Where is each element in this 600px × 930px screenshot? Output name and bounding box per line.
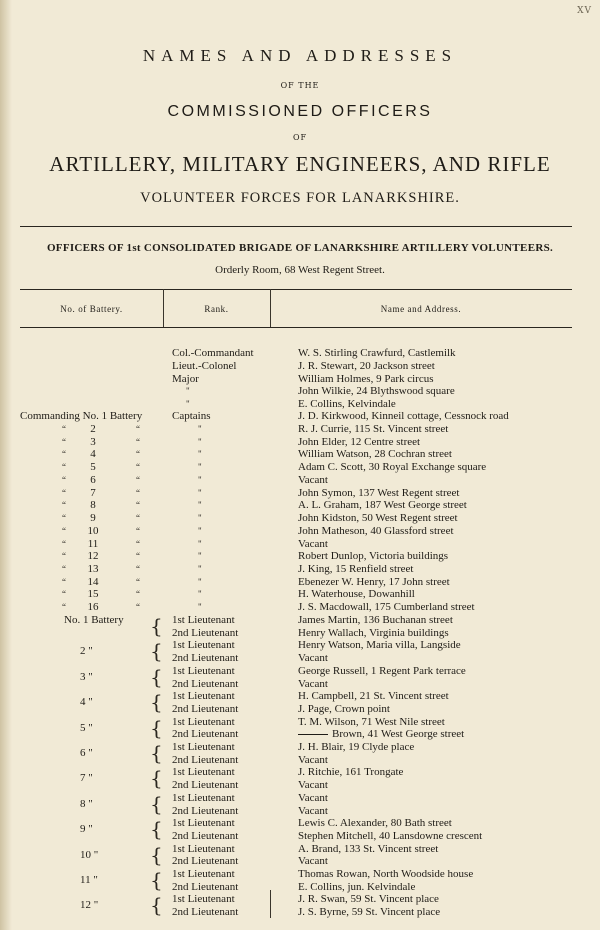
rank-cell: 2nd Lieutenant <box>172 829 239 842</box>
battery-ditto: “ <box>136 602 140 613</box>
battery-label: 12 " <box>80 899 99 912</box>
name-cell: Ebenezer W. Henry, 17 John street <box>298 575 450 588</box>
name-cell: Lewis C. Alexander, 80 Bath street <box>298 817 452 830</box>
name-cell: J. S. Macdowall, 175 Cumberland street <box>298 601 475 614</box>
name-cell: John Symon, 137 West Regent street <box>298 486 460 499</box>
battery-label: 9 " <box>80 823 93 836</box>
battery-number: 5 <box>90 461 96 474</box>
name-cell: H. Campbell, 21 St. Vincent street <box>298 690 449 703</box>
battery-label: 5 " <box>80 721 93 734</box>
brace-glyph: { <box>150 817 163 842</box>
name-text: Vacant <box>298 779 328 792</box>
rank-ditto: " <box>198 424 202 434</box>
name-cell: Vacant <box>298 473 328 486</box>
name-cell: J. H. Blair, 19 Clyde place <box>298 741 415 753</box>
brace-glyph: { <box>150 842 163 867</box>
rank-ditto: " <box>198 487 202 498</box>
name-cell <box>298 805 328 818</box>
captains-label: Commanding No. 1 Battery <box>20 410 143 422</box>
rank-ditto: " <box>198 564 202 575</box>
battery-ditto: “ <box>62 513 66 524</box>
rank-ditto: " <box>198 551 202 562</box>
rank-cell: 2nd Lieutenant <box>172 702 239 715</box>
rank-cell: 2nd Lieutenant <box>172 906 239 919</box>
section-title: OFFICERS OF 1st CONSOLIDATED BRIGADE OF LANARKSHIRE ARTILLERY VOLUNTEERS. <box>46 242 554 254</box>
battery-label: 7 " <box>80 772 93 785</box>
rank-ditto: " <box>198 436 202 447</box>
name-cell: W. S. Stirling Crawfurd, Castlemilk <box>298 347 456 359</box>
brace-glyph: { <box>150 893 163 918</box>
rank-ditto: " <box>198 462 202 473</box>
battery-ditto: “ <box>62 500 66 511</box>
name-cell: J. R. Swan, 59 St. Vincent place <box>298 893 439 906</box>
name-cell: J. D. Kirkwood, Kinneil cottage, Cessnock road <box>298 410 509 422</box>
battery-number: 10 <box>87 524 99 537</box>
battery-number: 6 <box>90 473 96 486</box>
name-cell: Adam C. Scott, 30 Royal Exchange square <box>298 461 487 474</box>
battery-label: 11 " <box>80 874 98 886</box>
rank-ditto: " <box>198 602 202 613</box>
battery-ditto: “ <box>62 449 66 460</box>
battery-ditto: “ <box>136 487 140 498</box>
battery-ditto: “ <box>136 551 140 562</box>
battery-ditto: “ <box>62 424 66 434</box>
column-header-battery: No. of Battery. <box>60 304 123 314</box>
name-cell: R. J. Currie, 115 St. Vincent street <box>298 423 449 435</box>
name-cell <box>298 830 482 843</box>
battery-ditto: “ <box>136 436 140 447</box>
brace-glyph: { <box>150 664 163 689</box>
name-text: J. S. Byrne, 59 St. Vincent place <box>298 906 441 919</box>
rank-cell: Major <box>172 373 199 385</box>
rank-ditto: " <box>186 386 190 396</box>
rank-ditto: " <box>198 474 202 485</box>
rank-cell: 1st Lieutenant <box>172 817 235 830</box>
name-cell: William Watson, 28 Cochran street <box>298 448 452 461</box>
battery-ditto: “ <box>62 436 66 447</box>
rank-cell: Col.-Commandant <box>172 347 254 359</box>
rank-cell: 1st Lieutenant <box>172 868 235 880</box>
rank-ditto: " <box>198 500 202 511</box>
battery-number: 11 <box>87 537 99 550</box>
battery-ditto: “ <box>62 525 66 536</box>
battery-ditto: “ <box>136 474 140 485</box>
rank-cell: 1st Lieutenant <box>172 791 235 804</box>
name-cell: James Martin, 136 Buchanan street <box>298 614 453 626</box>
table-header-rule <box>20 327 572 328</box>
battery-label: 10 " <box>80 848 99 861</box>
blank-dash <box>298 734 328 735</box>
battery-label: 8 " <box>80 797 93 810</box>
name-cell: John Kidston, 50 West Regent street <box>298 512 458 525</box>
name-cell: J. King, 15 Renfield street <box>298 563 414 576</box>
rank-ditto: " <box>198 538 202 549</box>
name-cell: John Matheson, 40 Glassford street <box>298 524 454 537</box>
divider <box>20 226 572 227</box>
name-text: Henry Wallach, Virginia buildings <box>298 626 449 639</box>
rank-cell: 2nd Lieutenant <box>172 652 239 665</box>
name-cell: A. L. Graham, 187 West George street <box>298 499 467 512</box>
name-cell <box>298 881 415 894</box>
battery-ditto: “ <box>136 564 140 575</box>
rank-ditto: " <box>198 525 202 536</box>
battery-number: 9 <box>90 512 96 525</box>
table-top-rule <box>20 289 572 290</box>
rank-cell: 1st Lieutenant <box>172 893 235 906</box>
battery-label: 3 " <box>80 670 93 683</box>
battery-ditto: “ <box>62 564 66 575</box>
battery-ditto: “ <box>136 513 140 524</box>
battery-label: 4 " <box>80 696 93 709</box>
rank-cell: Lieut.-Colonel <box>172 360 237 372</box>
name-cell: Robert Dunlop, Victoria buildings <box>298 550 449 563</box>
name-cell <box>298 906 440 919</box>
rank-cell: 2nd Lieutenant <box>172 677 239 690</box>
name-cell: J. R. Stewart, 20 Jackson street <box>298 360 435 372</box>
rank-ditto: " <box>198 449 202 460</box>
name-cell: Vacant <box>298 791 328 804</box>
rank-cell: 1st Lieutenant <box>172 614 235 626</box>
name-cell <box>298 754 328 767</box>
brace-glyph: { <box>150 766 163 791</box>
battery-number: 3 <box>90 435 96 448</box>
orderly-room: Orderly Room, 68 West Regent Street. <box>215 264 385 276</box>
name-text: Vacant <box>298 677 328 690</box>
heading-line-1: NAMES AND ADDRESSES <box>142 46 458 65</box>
rank-cell: 1st Lieutenant <box>172 664 235 677</box>
name-cell <box>298 703 390 716</box>
brace-glyph: { <box>150 868 163 892</box>
battery-ditto: “ <box>62 487 66 498</box>
battery-number: 15 <box>87 588 99 601</box>
rank-cell: 2nd Lieutenant <box>172 728 239 741</box>
column-header-name: Name and Address. <box>380 304 462 314</box>
name-cell: T. M. Wilson, 71 West Nile street <box>298 715 445 728</box>
name-cell <box>298 855 328 868</box>
brace-glyph: { <box>150 741 163 765</box>
name-cell: A. Brand, 133 St. Vincent street <box>298 842 439 855</box>
rank-cell: 2nd Lieutenant <box>172 804 239 817</box>
name-cell: Vacant <box>298 537 328 550</box>
heading-line-6: VOLUNTEER FORCES FOR LANARKSHIRE. <box>140 190 460 206</box>
heading-line-2: OF THE <box>280 81 320 90</box>
heading-line-3: COMMISSIONED OFFICERS <box>167 103 433 120</box>
battery-ditto: “ <box>136 589 140 600</box>
battery-number: 16 <box>87 601 99 614</box>
rank-cell: 2nd Lieutenant <box>172 753 239 766</box>
battery-ditto: “ <box>136 525 140 536</box>
rank-cell: 2nd Lieutenant <box>172 626 239 639</box>
battery-number: 4 <box>90 448 96 461</box>
brace-glyph: { <box>150 639 163 664</box>
battery-ditto: “ <box>62 538 66 549</box>
battery-label: 6 " <box>80 747 93 759</box>
rank-cell: 1st Lieutenant <box>172 715 235 728</box>
battery-ditto: “ <box>62 474 66 485</box>
rank-ditto: " <box>198 513 202 524</box>
name-cell <box>298 652 328 665</box>
rank-ditto: " <box>198 576 202 587</box>
name-cell: Thomas Rowan, North Woodside house <box>298 868 474 880</box>
rank-cell: 1st Lieutenant <box>172 639 235 652</box>
battery-number: 13 <box>87 563 99 576</box>
name-text: Vacant <box>298 753 328 766</box>
battery-ditto: “ <box>136 576 140 587</box>
battery-ditto: “ <box>62 551 66 562</box>
name-cell: George Russell, 1 Regent Park terrace <box>298 664 466 677</box>
battery-ditto: “ <box>136 424 140 434</box>
column-divider <box>270 890 271 918</box>
battery-ditto: “ <box>62 602 66 613</box>
battery-number: 14 <box>87 575 99 588</box>
name-cell: E. Collins, Kelvindale <box>298 398 396 410</box>
page-number: XV <box>577 6 592 16</box>
name-cell: Henry Watson, Maria villa, Langside <box>298 639 461 652</box>
battery-label: No. 1 Battery <box>64 614 124 626</box>
brace-glyph: { <box>150 614 163 638</box>
name-text: Brown, 41 West George street <box>332 728 465 741</box>
name-text: J. Page, Crown point <box>298 702 390 715</box>
name-text: Vacant <box>298 804 328 817</box>
column-header-rank: Rank. <box>204 304 229 314</box>
rank-ditto: " <box>198 589 202 600</box>
name-cell <box>298 728 464 741</box>
battery-ditto: “ <box>136 538 140 549</box>
name-text: Vacant <box>298 652 328 665</box>
brace-glyph: { <box>150 791 163 816</box>
battery-ditto: “ <box>136 449 140 460</box>
rank-cell: 2nd Lieutenant <box>172 779 239 792</box>
brace-glyph: { <box>150 715 163 740</box>
rank-cell: 1st Lieutenant <box>172 741 235 753</box>
name-cell: John Elder, 12 Centre street <box>298 435 421 448</box>
battery-number: 8 <box>90 499 96 512</box>
battery-number: 7 <box>90 486 96 499</box>
rank-cell: 2nd Lieutenant <box>172 880 239 893</box>
rank-cell: 1st Lieutenant <box>172 842 235 855</box>
battery-ditto: “ <box>136 500 140 511</box>
name-cell: J. Ritchie, 161 Trongate <box>298 766 404 779</box>
name-text: E. Collins, jun. Kelvindale <box>298 880 416 893</box>
battery-ditto: “ <box>136 462 140 473</box>
rank-ditto: " <box>186 399 190 409</box>
name-text: Stephen Mitchell, 40 Lansdowne crescent <box>298 829 483 842</box>
battery-ditto: “ <box>62 589 66 600</box>
brace-glyph: { <box>150 690 163 715</box>
rank-cell: 2nd Lieutenant <box>172 855 239 868</box>
rank-cell: 1st Lieutenant <box>172 766 235 779</box>
name-cell <box>298 678 328 691</box>
battery-ditto: “ <box>62 462 66 473</box>
name-text: Vacant <box>298 855 328 868</box>
name-cell: H. Waterhouse, Dowanhill <box>298 588 415 601</box>
heading-line-4: OF <box>292 133 308 142</box>
battery-ditto: “ <box>62 576 66 587</box>
name-cell: John Wilkie, 24 Blythswood square <box>298 385 455 397</box>
heading-line-5: ARTILLERY, MILITARY ENGINEERS, AND RIFLE <box>49 152 551 176</box>
battery-label: 2 " <box>80 645 93 658</box>
battery-number: 12 <box>87 550 99 563</box>
battery-number: 2 <box>90 423 96 435</box>
rank-cell: 1st Lieutenant <box>172 690 235 703</box>
name-cell <box>298 779 328 792</box>
name-cell: William Holmes, 9 Park circus <box>298 373 434 385</box>
rank-cell: Captains <box>172 410 211 422</box>
name-cell <box>298 627 449 640</box>
